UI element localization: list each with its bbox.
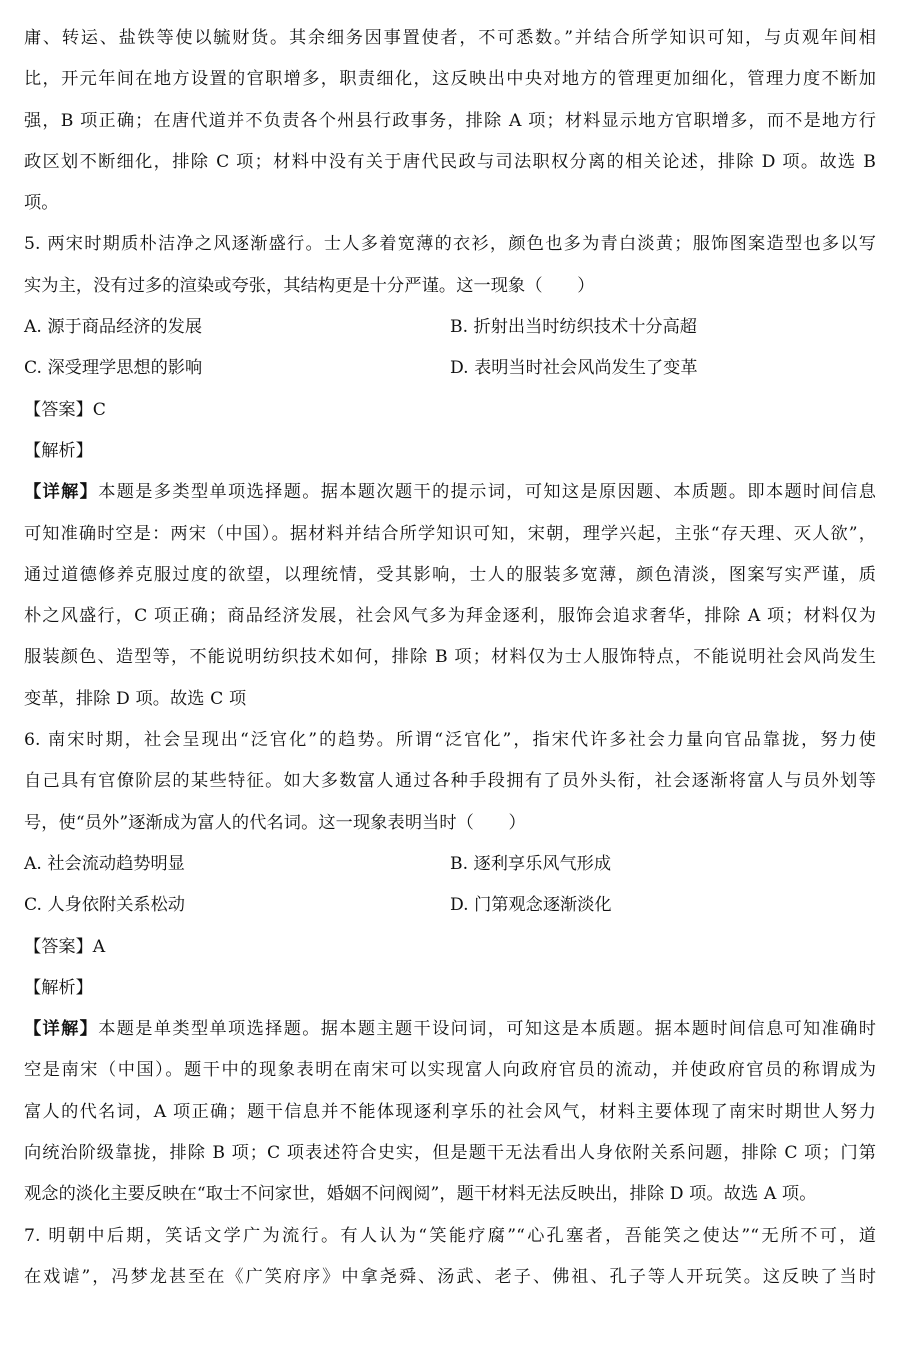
- option-c: C. 深受理学思想的影响: [24, 358, 203, 379]
- answer-line: [24, 390, 876, 431]
- q4-explanation-tail: [24, 18, 876, 224]
- detail-line: 可知准确时空是：两宋（中国）。据材料并结合所学知识可知，宋朝，理学兴起，主张“存天理、灭人欲”，: [24, 523, 876, 544]
- answer-label: 【答案】: [24, 399, 93, 420]
- analysis-label: 【解析】: [24, 977, 93, 998]
- answer-value: C: [92, 399, 106, 420]
- answer-value: A: [92, 936, 106, 957]
- option-b: B. 逐利享乐风气形成: [450, 853, 612, 874]
- text-line: 强，B 项正确；在唐代道并不负责各个州县行政事务，排除 A 项；材料显示地方官职增多，而不是地方行: [24, 110, 876, 131]
- options-row: [24, 885, 876, 926]
- detail-text: 本题是多类型单项选择题。据本题次题干的提示词，可知这是原因题、本质题。即本题时间信息: [98, 482, 876, 503]
- answer-line: [24, 927, 876, 968]
- analysis-label: 【解析】: [24, 440, 93, 461]
- question-stem-line: 实为主，没有过多的渲染或夸张，其结构更是十分严谨。这一现象（ ）: [24, 275, 595, 296]
- question-stem-line: 自己具有官僚阶层的某些特征。如大多数富人通过各种手段拥有了员外头衔，社会逐渐将富人与员外划等: [24, 771, 876, 792]
- option-b: B. 折射出当时纺织技术十分高超: [450, 317, 697, 338]
- text-line: 庸、转运、盐铁等使以毓财货。其余细务因事置使者，不可悉数。”并结合所学知识可知，与贞观年间相: [24, 28, 876, 48]
- detail-line: 通过道德修养克服过度的欲望，以理统情，受其影响，士人的服装多宽薄，颜色清淡，图案写实严谨，质: [24, 564, 876, 585]
- options-row: [24, 307, 876, 348]
- question-stem-line: 6. 南宋时期，社会呈现出“泛官化”的趋势。所谓“泛官化”，指宋代许多社会力量向官品靠拢，努力使: [24, 730, 876, 751]
- detail-label: 【详解】: [24, 482, 99, 503]
- option-c: C. 人身依附关系松动: [24, 895, 185, 916]
- detail-line: [24, 1009, 876, 1050]
- detail-line: 观念的淡化主要反映在“取士不问家世，婚姻不问阀阅”，题干材料无法反映出，排除 D 项。故选 A 项。: [24, 1184, 817, 1205]
- detail-line: 空是南宋（中国）。题干中的现象表明在南宋可以实现富人向政府官员的流动，并使政府官员的称谓成为: [24, 1060, 876, 1081]
- answer-label: 【答案】: [24, 936, 93, 957]
- option-a: A. 源于商品经济的发展: [24, 317, 203, 338]
- option-a: A. 社会流动趋势明显: [24, 853, 185, 874]
- detail-line: 富人的代名词，A 项正确；题干信息并不能体现逐利享乐的社会风气，材料主要体现了南宋时期世人努力: [24, 1101, 876, 1122]
- detail-line: 朴之风盛行，C 项正确；商品经济发展，社会风气多为拜金逐利，服饰会追求奢华，排除 A 项；材料仅为: [24, 606, 876, 627]
- detail-line: 变革，排除 D 项。故选 C 项: [24, 688, 247, 709]
- question-7: [24, 1216, 876, 1299]
- text-line: 比，开元年间在地方设置的官职增多，职责细化，这反映出中央对地方的管理更加细化，管理力度不断加: [24, 69, 876, 90]
- options-row: [24, 844, 876, 885]
- question-stem-line: 7. 明朝中后期，笑话文学广为流行。有人认为“笑能疗腐”“心孔塞者，吾能笑之使达”“无所不可，道: [24, 1225, 876, 1246]
- detail-line: 向统治阶级靠拢，排除 B 项；C 项表述符合史实，但是题干无法看出人身依附关系问题，排除 C 项；门第: [24, 1143, 876, 1164]
- question-stem-line: 5. 两宋时期质朴洁净之风逐渐盛行。士人多着宽薄的衣衫，颜色也多为青白淡黄；服饰图案造型也多以写: [24, 234, 876, 255]
- question-stem-line: 在戏谑”，冯梦龙甚至在《广笑府序》中拿尧舜、汤武、老子、佛祖、孔子等人开玩笑。这反映了当时: [24, 1266, 876, 1287]
- detail-line: 服装颜色、造型等，不能说明纺织技术如何，排除 B 项；材料仅为士人服饰特点，不能说明社会风尚发生: [24, 647, 876, 668]
- document-page: [24, 18, 876, 1298]
- options-row: [24, 348, 876, 389]
- question-6: [24, 720, 876, 1216]
- text-line: 政区划不断细化，排除 C 项；材料中没有关于唐代民政与司法职权分离的相关论述，排除 D 项。故选 B: [24, 151, 876, 172]
- question-stem-line: 号，使“员外”逐渐成为富人的代名词。这一现象表明当时（ ）: [24, 812, 526, 833]
- text-line: 项。: [24, 193, 59, 214]
- question-5: [24, 224, 876, 720]
- option-d: D. 门第观念逐渐淡化: [450, 895, 612, 916]
- detail-line: [24, 472, 876, 513]
- detail-label: 【详解】: [24, 1019, 99, 1040]
- detail-text: 本题是单类型单项选择题。据本题主题干设问词，可知这是本质题。据本题时间信息可知准确时: [98, 1019, 876, 1040]
- option-d: D. 表明当时社会风尚发生了变革: [450, 358, 698, 379]
